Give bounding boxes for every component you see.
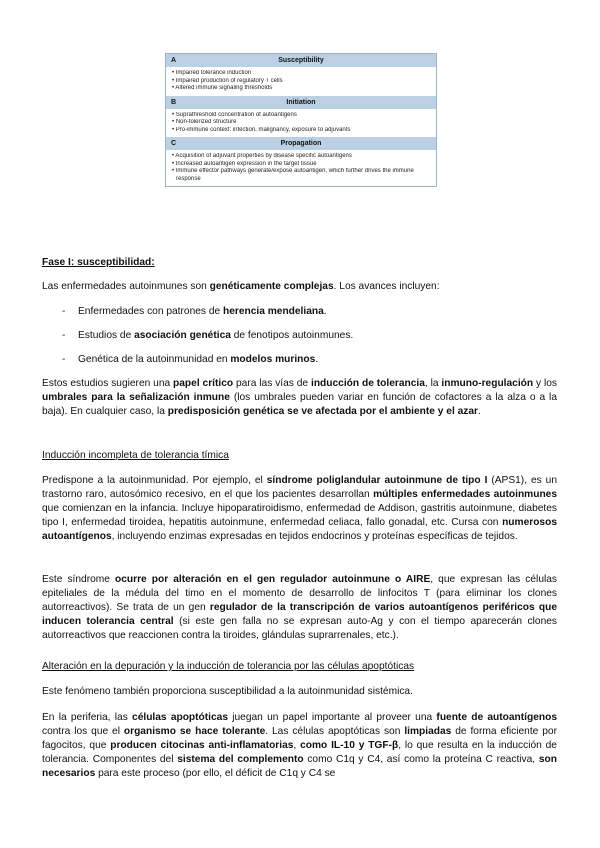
text-run: para este proceso (por ello, el déficit de C1q y C4 se: [95, 768, 336, 779]
panel-a-title: Susceptibility: [278, 57, 324, 64]
text-run: Enfermedades con patrones de: [78, 306, 223, 317]
text-run: juegan un papel importante al proveer una: [228, 712, 437, 723]
section-3-heading: Alteración en la depuración y la inducción de tolerancia por las células apoptóticas: [42, 661, 415, 672]
bold-run: ocurre por alteración en el gen regulador autoinmune o AIRE: [115, 574, 431, 585]
text-run: contra los que el: [42, 726, 124, 737]
text-run: y los: [533, 378, 557, 389]
text-run: , que expresan las células epiteliales de la médula del timo en el momento de desarrollo de linfocitos T (para eliminar los clones autorreactivos). Se trata de un gen: [42, 574, 558, 613]
text-run: (APS1), es un trastorno raro, autosómico recesivo, en el que los pacientes desarrollan: [42, 475, 558, 500]
bold-run: inducción de tolerancia: [310, 378, 425, 389]
bold-run: inmuno-regulación: [441, 378, 534, 389]
text-run: . Las células apoptóticas son: [265, 726, 405, 737]
section-3-paragraph-2: [42, 711, 557, 781]
bold-run: predisposición genética se ve afectada por el ambiente y el azar: [167, 406, 478, 417]
text-run: (si este gen falla no se expresan auto-Ag y con el tiempo aparecerán clones autorreactivos que reaccionen contra la tiroides, glándulas suprarrenales, etc.).: [42, 616, 557, 641]
panel-a-item: • Impaired production of regulatory T cells: [172, 77, 283, 84]
text-run: . Los avances incluyen:: [333, 281, 440, 292]
panel-c-item: • Increased autoantigen expression in the target tissue: [172, 160, 317, 167]
panel-a-header: [166, 54, 436, 67]
text-run: ,: [293, 740, 301, 751]
list-text: [78, 305, 327, 319]
panel-b-item: • Suprathreshold concentration of autoantigens: [172, 111, 297, 118]
bold-run: papel crítico: [173, 378, 234, 389]
panel-b-body: [166, 109, 436, 138]
text-run: .: [315, 354, 319, 365]
panel-b-item: • Pro-immune context: infection, malignancy, exposure to adjuvants: [172, 126, 351, 133]
text-run: Genética de la autoinmunidad en: [78, 354, 231, 365]
text-run: , la: [424, 378, 442, 389]
text-run: que comienzan en la infancia. Incluye hipoparatiroidismo, enfermedad de Addison, gastritis autoinmune, diabetes tipo I, enfermedad tiroidea, hepatitis autoinmune, enfermedad celiaca, fallo gonadal, etc. Cursa con: [42, 503, 557, 528]
bold-run: umbrales para la señalización inmune: [42, 392, 230, 403]
section-2-paragraph-2: [42, 573, 557, 643]
text-run: En la periferia, las: [42, 712, 133, 723]
list-text: [78, 353, 318, 367]
panel-b-item: • Non-tolerized structure: [172, 119, 237, 125]
panel-c-item: • Immune effector pathways generate/expose autoantigen, which further drives the immune response: [172, 168, 414, 182]
text-run: Estudios de: [78, 330, 135, 341]
bold-run: múltiples enfermedades autoinmunes: [373, 489, 558, 500]
panel-c-body: [166, 150, 436, 186]
panel-a-item: • Altered immune signaling thresholds: [172, 85, 273, 91]
list-dash: -: [62, 354, 66, 365]
section-2-heading: Inducción incompleta de tolerancia tímica: [42, 450, 229, 461]
text-run: , incluyendo enzimas expresadas en tejidos endocrinos y proteínas específicas de tejidos.: [111, 531, 518, 542]
list-text: [78, 329, 353, 343]
bold-run: modelos murinos: [230, 354, 316, 365]
text-run: para las vías de: [233, 378, 311, 389]
bold-run: síndrome poliglandular autoinmune de tipo I: [266, 475, 488, 486]
bold-run: células apoptóticas: [132, 712, 228, 723]
panel-c-header: [166, 137, 436, 150]
section-2-paragraph-1: [42, 474, 557, 544]
bold-run: producen citocinas anti-inflamatorias: [110, 740, 294, 751]
text-run: (los umbrales pueden variar en función de cofactores a la alza o a la baja). En cualquier caso, la: [42, 392, 557, 417]
panel-a-item: • Impaired tolerance induction: [172, 70, 252, 76]
section-1-intro: [42, 280, 557, 294]
bold-run: organismo se hace tolerante: [123, 726, 266, 737]
bold-run: regulador de la transcripción de varios autoantígenos periféricos que inducen tolerancia central: [42, 602, 557, 627]
bold-run: genéticamente complejas: [209, 281, 334, 292]
panel-a-body: [166, 67, 436, 96]
text-run: de forma eficiente por fagocitos, que: [42, 726, 557, 751]
panel-c-letter: C: [171, 140, 177, 147]
panel-b-title: Initiation: [286, 98, 316, 106]
list-dash: -: [62, 306, 66, 317]
bold-run: como IL-10 y TGF-β: [300, 740, 399, 751]
bold-run: sistema del complemento: [177, 754, 304, 765]
text-run: Este síndrome: [42, 574, 115, 585]
bold-run: herencia mendeliana: [222, 306, 324, 317]
section-3-paragraph-1: Este fenómeno también proporciona susceptibilidad a la autoinmunidad sistémica.: [42, 686, 413, 697]
text-run: Estos estudios sugieren una: [42, 378, 174, 389]
bold-run: limpiadas: [404, 726, 452, 737]
bold-run: numerosos autoantígenos: [42, 517, 557, 542]
text-run: de fenotipos autoinmunes.: [230, 330, 354, 341]
text-run: .: [323, 306, 327, 317]
phases-figure: [165, 53, 437, 187]
text-run: .: [478, 406, 481, 417]
text-run: como C1q y C4, así como la proteína C reactiva,: [303, 754, 539, 765]
panel-b-letter: B: [171, 98, 177, 106]
text-run: Predispone a la autoinmunidad. Por ejemplo, el: [42, 475, 267, 486]
bold-run: son necesarios: [42, 754, 557, 779]
text-run: , lo que resulta en la inducción de tolerancia. Componentes del: [42, 740, 557, 765]
section-1-heading: Fase I: susceptibilidad:: [42, 257, 155, 268]
panel-b-header: [166, 96, 436, 109]
section-1-paragraph: [42, 377, 557, 419]
panel-c-item: • Acquisition of adjuvant properties by disease specific autoantigens: [172, 153, 352, 159]
panel-a-letter: A: [171, 57, 177, 64]
text-run: Las enfermedades autoinmunes son: [42, 281, 210, 292]
list-dash: -: [62, 330, 66, 341]
bold-run: fuente de autoantígenos: [436, 712, 557, 723]
bold-run: asociación genética: [134, 330, 231, 341]
panel-c-title: Propagation: [280, 140, 322, 147]
